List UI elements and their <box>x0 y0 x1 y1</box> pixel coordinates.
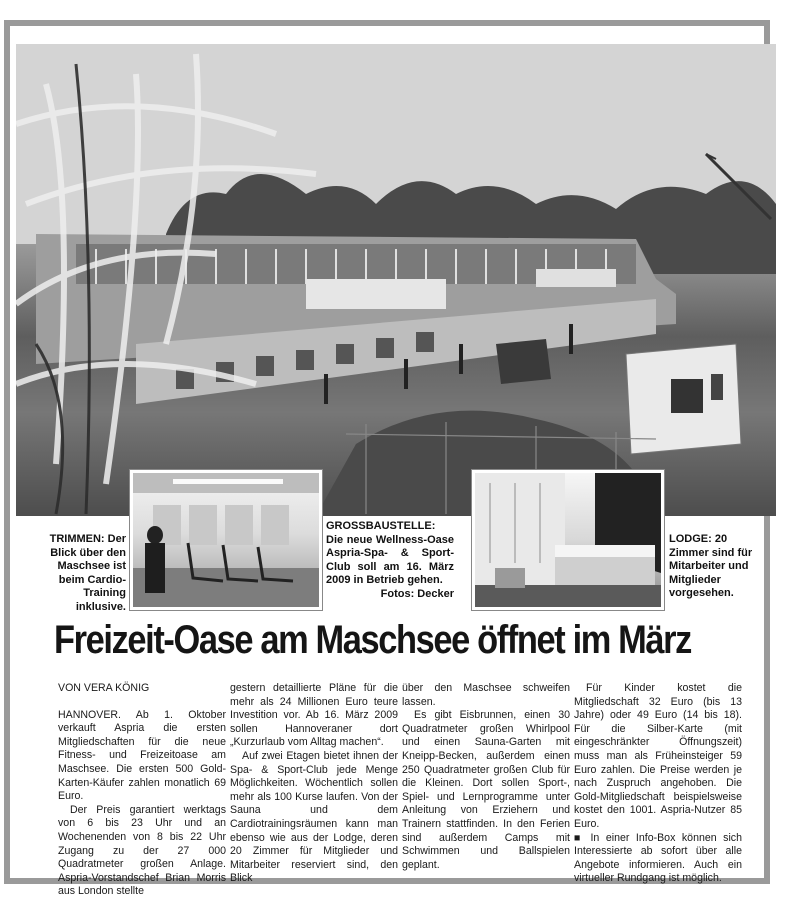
paragraph: Für Kinder kostet die Mitgliedschaft 32 Euro (bis 13 Jahre) oder 49 Euro (14 bis 18). Für die Silber-Karte (mit eingeschränkter Öffnungszeit) muss man als Früheinsteiger 59 Euro zahlen. Die Preise werden je nach Zuspruch angehoben. Die Gold-Mitgliedschaft beispielsweise kostet den 1001. Aspria-Nutzer 85 Euro. <box>574 682 742 830</box>
gym-illustration <box>133 473 319 607</box>
article-column-3 <box>402 682 570 872</box>
caption-lodge <box>669 533 753 601</box>
article-headline: Freizeit-Oase am Maschsee öffnet im März <box>54 618 692 662</box>
caption-construction-text: Die neue Wellness-Oase Aspria-Spa- & Sport-Club soll am 16. März 2009 in Betrieb gehen. <box>326 533 454 586</box>
byline: VON VERA KÖNIG <box>58 682 150 694</box>
caption-gym-label: TRIMMEN: <box>49 533 105 545</box>
paragraph: gestern detaillierte Pläne für die mehr als 24 Millionen Euro teure Investition vor. Ab 16. März 2009 sollen Hannoveraner dort „Kurzurlaub vom Alltag machen“. <box>230 682 398 749</box>
photo-credit: Fotos: Decker <box>380 587 454 600</box>
article-column-4 <box>574 682 742 886</box>
caption-gym-text: Der Blick über den Maschsee ist beim Cardio-Training inklusive. <box>50 533 126 613</box>
article-column-1 <box>58 682 226 899</box>
caption-construction <box>326 520 454 601</box>
paragraph: Der Preis garantiert werktags von 6 bis 23 Uhr und an Wochenenden von 8 bis 22 Uhr Zugang zu der 27 000 Quadratmeter großen Anlage. Aspria-Vorstandschef Brian Morris aus London stellte <box>58 803 226 898</box>
caption-construction-label: GROSSBAUSTELLE: <box>326 520 436 532</box>
lodge-room-photo <box>472 470 664 610</box>
caption-gym <box>48 533 126 614</box>
construction-site-photo <box>16 44 776 516</box>
caption-lodge-text: 20 Zimmer sind für Mitarbeiter und Mitglieder vorgesehen. <box>669 533 753 599</box>
caption-lodge-label: LODGE: <box>669 533 712 545</box>
gym-cardio-photo <box>130 470 322 610</box>
paragraph: ■ In einer Info-Box können sich Interessierte ab sofort über alle Angebote informieren. Auch ein virtueller Rundgang ist möglich. <box>574 831 742 885</box>
paragraph: Auf zwei Etagen bietet ihnen der Spa- & Sport-Club jede Menge Möglichkeiten. Wöchentlich sollen mehr als 100 Kurse laufen. Von der Sauna und dem Cardiotrainingsräumen kann man ebenso wie aus der Lodge, deren 20 Zimmer für Mitglieder und Mitarbeiter reserviert sind, den Blick <box>230 749 398 885</box>
article-column-2 <box>230 682 398 886</box>
paragraph: Es gibt Eisbrunnen, einen 30 Quadratmeter großen Whirlpool und einen Sauna-Garten mit Kneipp-Becken, außerdem einen 250 Quadratmeter großen Club für die Kleinen. Dort sollen Sport-, Spiel- und Lernprogramme unter Anleitung von Erziehern und Trainern stattfinden. In den Ferien sind außerdem Camps mit Schwimmen und Ballspielen geplant. <box>402 709 570 871</box>
paragraph: über den Maschsee schweifen lassen. <box>402 682 570 708</box>
construction-illustration <box>16 44 776 516</box>
lodge-illustration <box>475 473 661 607</box>
paragraph: HANNOVER. Ab 1. Oktober verkauft Aspria die ersten Mitgliedschaften für die neue Fitness- und Freizeitoase am Maschsee. Die ersten 500 Gold-Karten-Käufer zahlen monatlich 69 Euro. <box>58 708 226 803</box>
